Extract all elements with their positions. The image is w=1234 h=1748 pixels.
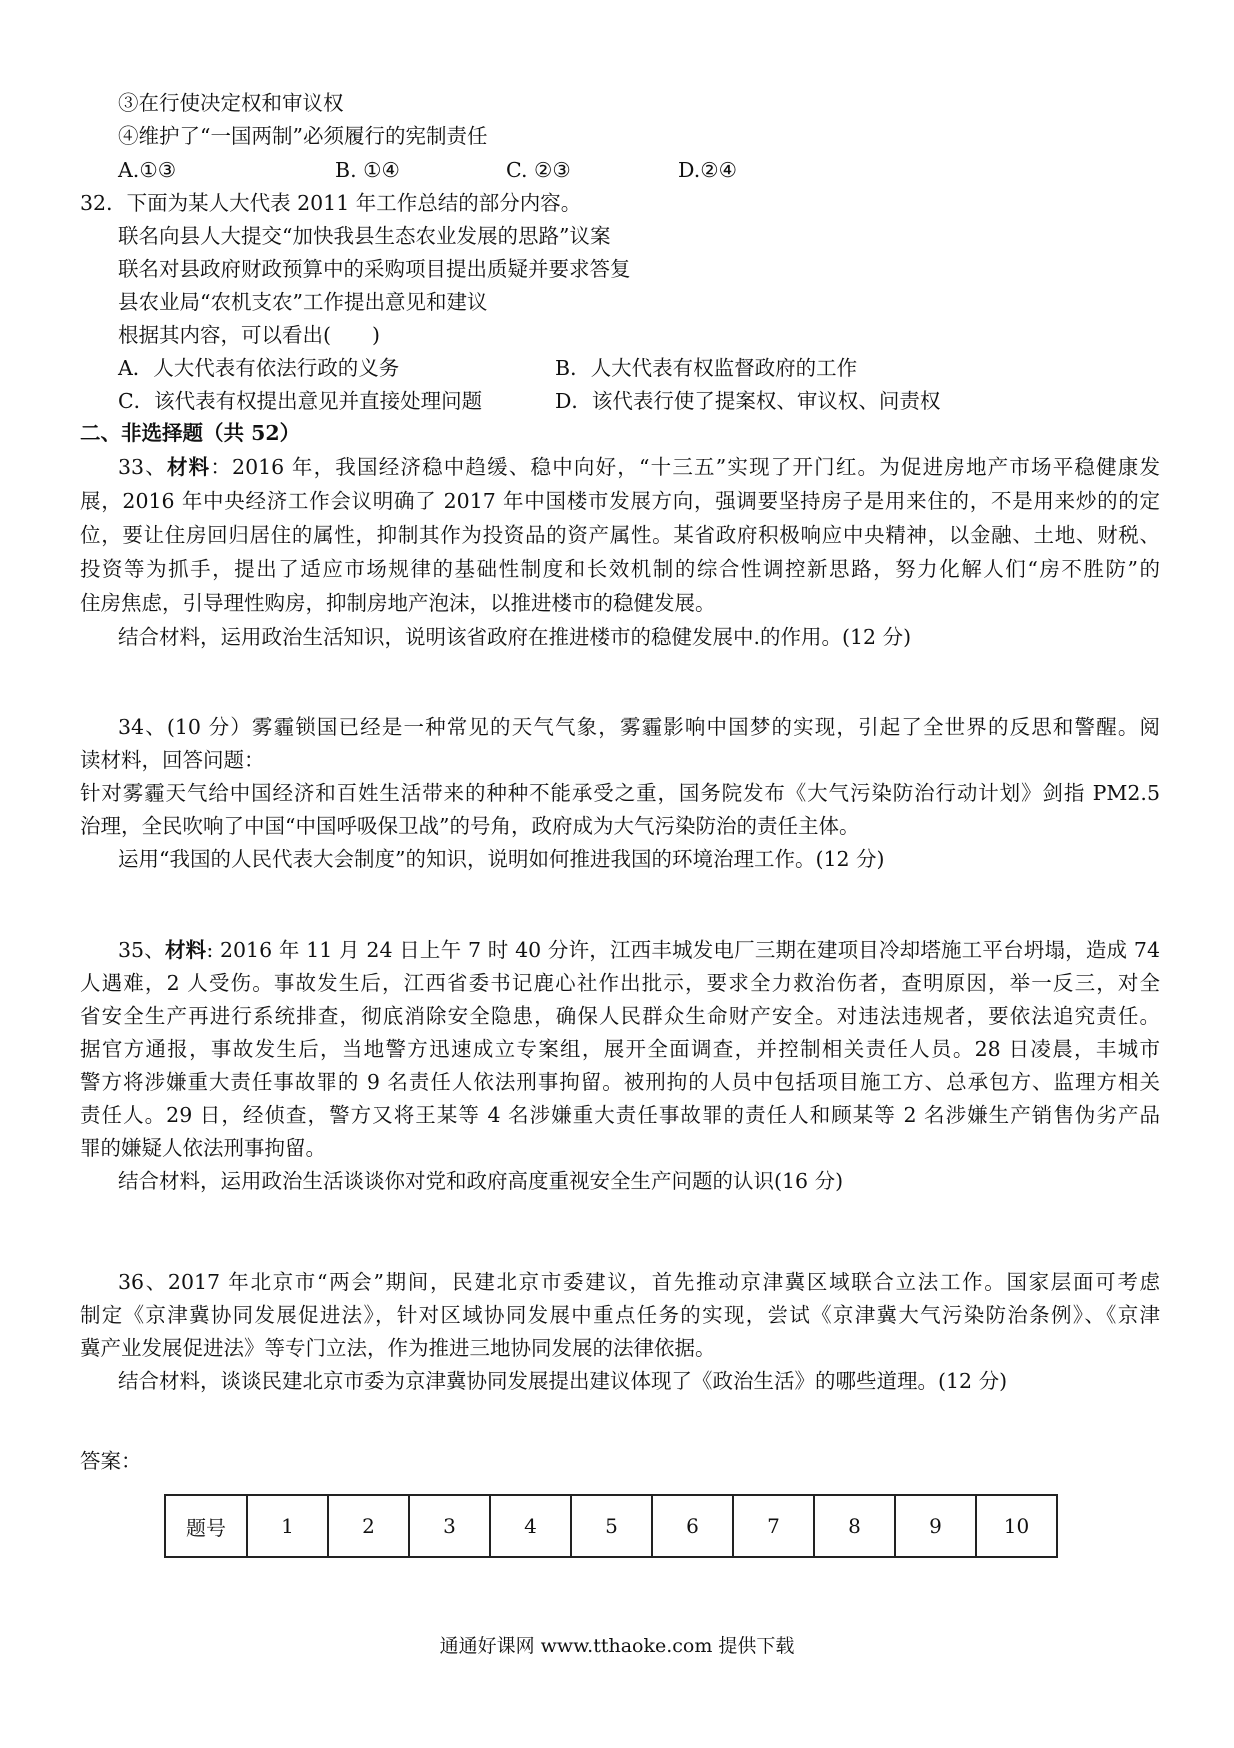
answer-number-cell: 8 — [814, 1495, 895, 1557]
q36-line-2: 制定《京津冀协同发展促进法》，针对区域协同发展中重点任务的实现，尝试《京津冀大气污染防治条例》、《京津 — [80, 1303, 1160, 1327]
q35-line-7: 罪的嫌疑人依法刑事拘留。 — [80, 1136, 326, 1160]
q31-option-b: B. ①④ — [335, 158, 400, 182]
answer-number-cell: 7 — [733, 1495, 814, 1557]
q31-item-4: ④维护了“一国两制”必须履行的宪制责任 — [118, 124, 488, 148]
q35-line-4: 据官方通报，事故发生后，当地警方迅速成立专案组，展开全面调查，并控制相关责任人员。28 日凌晨，丰城市 — [80, 1037, 1160, 1061]
q35-line-3: 省安全生产再进行系统排查，彻底消除安全隐患，确保人民群众生命财产安全。对违法违规者，要依法追究责任。 — [80, 1004, 1160, 1028]
q32-option-c: C．该代表有权提出意见并直接处理问题 — [118, 389, 483, 413]
answer-number-cell: 4 — [490, 1495, 571, 1557]
q33-line-5: 住房焦虑，引导理性购房，抑制房地产泡沫，以推进楼市的稳健发展。 — [80, 591, 716, 615]
q32-option-b: B．人大代表有权监督政府的工作 — [555, 356, 858, 380]
q36-line-3: 冀产业发展促进法》等专门立法，作为推进三地协同发展的法律依据。 — [80, 1336, 716, 1360]
table-row — [165, 1495, 1057, 1557]
q31-option-a: A.①③ — [118, 158, 177, 182]
answer-header-cell: 题号 — [165, 1495, 247, 1557]
q31-item-3: ③在行使决定权和审议权 — [118, 91, 344, 115]
q34-line-4: 治理，全民吹响了中国“中国呼吸保卫战”的号角，政府成为大气污染防治的责任主体。 — [80, 814, 860, 838]
page-footer: 通通好课网 www.tthaoke.com 提供下载 — [439, 1635, 795, 1657]
section-title: 二、非选择题（共 52） — [80, 421, 301, 445]
q35-line-5: 警方将涉嫌重大责任事故罪的 9 名责任人依法刑事拘留。被刑拘的人员中包括项目施工方、总承包方、监理方相关 — [80, 1070, 1160, 1094]
q31-option-d: D.②④ — [678, 158, 737, 182]
q33-label: 材料 — [166, 455, 211, 479]
q33-line-2: 展，2016 年中央经济工作会议明确了 2017 年中国楼市发展方向，强调要坚持房子是用来住的，不是用来炒的的定 — [80, 489, 1160, 513]
q35-line-6: 责任人。29 日，经侦查，警方又将王某等 4 名涉嫌重大责任事故罪的责任人和顾某等 2 名涉嫌生产销售伪劣产品 — [80, 1103, 1160, 1127]
q32-option-a: A．人大代表有依法行政的义务 — [118, 356, 400, 380]
q34-line-1: 34、(10 分）雾霾锁国已经是一种常见的天气气象，雾霾影响中国梦的实现，引起了全世界的反思和警醒。阅 — [118, 715, 1160, 739]
q33-line-4: 投资等为抓手，提出了适应市场规律的基础性制度和长效机制的综合性调控新思路，努力化解人们“房不胜防”的 — [80, 557, 1160, 581]
q36-line-1: 36、2017 年北京市“两会”期间，民建北京市委建议，首先推动京津冀区域联合立法工作。国家层面可考虑 — [118, 1270, 1160, 1294]
q33-line-3: 位，要让住房回归居住的属性，抑制其作为投资品的资产属性。某省政府积极响应中央精神，以金融、土地、财税、 — [80, 523, 1160, 547]
q32-item-1: 联名向县人大提交“加快我县生态农业发展的思路”议案 — [118, 224, 611, 248]
q36-question: 结合材料，谈谈民建北京市委为京津冀协同发展提出建议体现了《政治生活》的哪些道理。(12 分) — [118, 1369, 1008, 1393]
q33-num: 33、 — [118, 455, 167, 479]
q32-item-2: 联名对县政府财政预算中的采购项目提出质疑并要求答复 — [118, 257, 631, 281]
q32-item-3: 县农业局“农机支农”工作提出意见和建议 — [118, 290, 488, 314]
q35-label: 材料 — [164, 938, 207, 962]
answer-table — [164, 1494, 1058, 1558]
answer-number-cell: 3 — [409, 1495, 490, 1557]
answer-number-cell: 2 — [328, 1495, 409, 1557]
q35-line-1 — [118, 935, 1160, 965]
q33-question: 结合材料，运用政治生活知识，说明该省政府在推进楼市的稳健发展中.的作用。(12 分) — [118, 625, 912, 649]
q32-stem: 32．下面为某人大代表 2011 年工作总结的部分内容。 — [80, 191, 582, 215]
q33-line-1 — [118, 452, 1160, 482]
q32-question: 根据其内容，可以看出( ) — [118, 323, 380, 347]
q31-option-c: C. ②③ — [506, 158, 571, 182]
q34-question: 运用“我国的人民代表大会制度”的知识，说明如何推进我国的环境治理工作。(12 分) — [118, 847, 885, 871]
answer-label: 答案： — [80, 1449, 142, 1473]
q32-option-d: D．该代表行使了提案权、审议权、问责权 — [555, 389, 941, 413]
q35-num: 35、 — [118, 938, 165, 962]
q35-line-2: 人遇难，2 人受伤。事故发生后，江西省委书记鹿心社作出批示，要求全力救治伤者，查明原因，举一反三，对全 — [80, 971, 1160, 995]
answer-number-cell: 9 — [895, 1495, 976, 1557]
q33-text: ：2016 年，我国经济稳中趋缓、稳中向好，“十三五”实现了开门红。为促进房地产市场平稳健康发 — [210, 455, 1160, 479]
answer-number-cell: 1 — [247, 1495, 328, 1557]
q34-line-3: 针对雾霾天气给中国经济和百姓生活带来的种种不能承受之重，国务院发布《大气污染防治行动计划》剑指 PM2.5 — [80, 781, 1160, 805]
answer-number-cell: 6 — [652, 1495, 733, 1557]
answer-number-cell: 10 — [976, 1495, 1057, 1557]
q34-line-2: 读材料，回答问题： — [80, 748, 265, 772]
answer-number-cell: 5 — [571, 1495, 652, 1557]
q35-question: 结合材料，运用政治生活谈谈你对党和政府高度重视安全生产问题的认识(16 分) — [118, 1169, 844, 1193]
q35-text: : 2016 年 11 月 24 日上午 7 时 40 分许，江西丰城发电厂三期在建项目冷却塔施工平台坍塌，造成 74 — [206, 938, 1161, 962]
